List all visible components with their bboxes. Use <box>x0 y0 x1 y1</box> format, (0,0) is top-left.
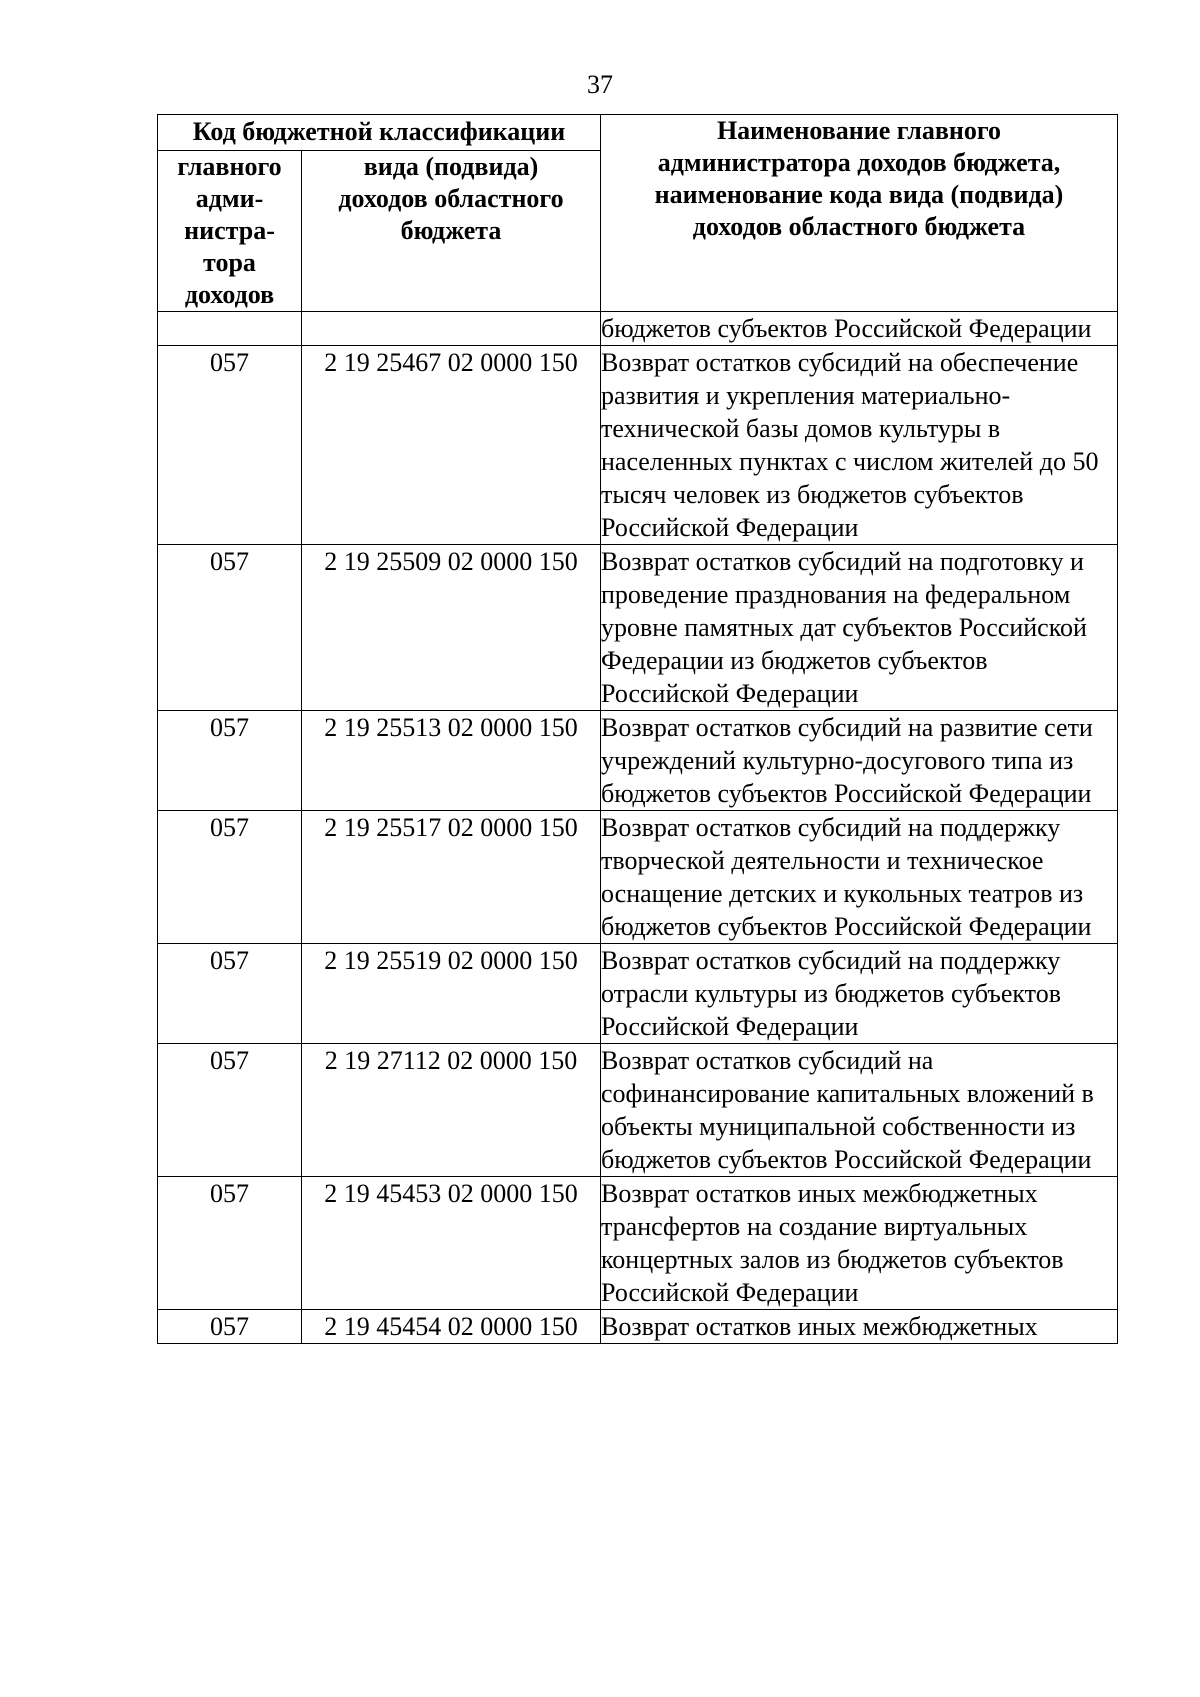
income-code-cell: 2 19 25513 02 0000 150 <box>302 711 601 811</box>
table-row <box>158 545 1118 711</box>
description-cell: Возврат остатков иных межбюджетных трансфертов на создание виртуальных концертных залов из бюджетов субъектов Российской Федерации <box>601 1177 1118 1310</box>
description-cell: Возврат остатков субсидий на поддержку творческой деятельности и техническое оснащение детских и кукольных театров из бюджетов субъектов Российской Федерации <box>601 811 1118 944</box>
description-cell: Возврат остатков иных межбюджетных <box>601 1310 1118 1344</box>
description-cell: бюджетов субъектов Российской Федерации <box>601 312 1118 346</box>
page-number: 37 <box>587 70 613 99</box>
header-code-line: вида (подвида) <box>363 152 539 181</box>
admin-code-cell: 057 <box>158 1310 302 1344</box>
table-body <box>158 312 1118 1344</box>
budget-classification-table <box>157 114 1118 1344</box>
table-row <box>158 944 1118 1044</box>
header-group-budget-classification-code: Код бюджетной классификации <box>158 115 601 151</box>
admin-code-cell: 057 <box>158 944 302 1044</box>
admin-code-cell: 057 <box>158 346 302 545</box>
income-code-cell <box>302 312 601 346</box>
admin-code-cell: 057 <box>158 545 302 711</box>
description-cell: Возврат остатков субсидий на развитие сети учреждений культурно-досугового типа из бюджетов субъектов Российской Федерации <box>601 711 1118 811</box>
table-row <box>158 1044 1118 1177</box>
table-row <box>158 811 1118 944</box>
table-row <box>158 711 1118 811</box>
admin-code-cell: 057 <box>158 811 302 944</box>
income-code-cell: 2 19 45453 02 0000 150 <box>302 1177 601 1310</box>
income-code-cell: 2 19 25519 02 0000 150 <box>302 944 601 1044</box>
header-admin-line: нистра- <box>184 216 275 245</box>
header-name-line: наименование кода вида (подвида) <box>654 180 1064 209</box>
income-code-cell: 2 19 27112 02 0000 150 <box>302 1044 601 1177</box>
description-cell: Возврат остатков субсидий на подготовку и проведение празднования на федеральном уровне памятных дат субъектов Российской Федерации из бюджетов субъектов Российской Федерации <box>601 545 1118 711</box>
description-cell: Возврат остатков субсидий на обеспечение развития и укрепления материально-технической базы домов культуры в населенных пунктах с числом жителей до 50 тысяч человек из бюджетов субъектов Российской Федерации <box>601 346 1118 545</box>
table-row <box>158 1177 1118 1310</box>
admin-code-cell: 057 <box>158 1177 302 1310</box>
table-header <box>158 115 1118 312</box>
income-code-cell: 2 19 25467 02 0000 150 <box>302 346 601 545</box>
header-code-column <box>302 151 601 312</box>
admin-code-cell: 057 <box>158 711 302 811</box>
header-name-column <box>601 115 1118 312</box>
description-cell: Возврат остатков субсидий на поддержку отрасли культуры из бюджетов субъектов Российской Федерации <box>601 944 1118 1044</box>
admin-code-cell <box>158 312 302 346</box>
description-cell: Возврат остатков субсидий на софинансирование капитальных вложений в объекты муниципальной собственности из бюджетов субъектов Российской Федерации <box>601 1044 1118 1177</box>
header-code-line: бюджета <box>400 216 502 245</box>
income-code-cell: 2 19 25509 02 0000 150 <box>302 545 601 711</box>
header-admin-line: тора <box>203 248 256 277</box>
table-row <box>158 346 1118 545</box>
header-admin-line: доходов <box>184 280 275 309</box>
header-admin-line: главного <box>177 152 282 181</box>
header-name-line: администратора доходов бюджета, <box>657 148 1061 177</box>
header-name-line: доходов областного бюджета <box>692 212 1026 241</box>
header-admin-column <box>158 151 302 312</box>
admin-code-cell: 057 <box>158 1044 302 1177</box>
income-code-cell: 2 19 45454 02 0000 150 <box>302 1310 601 1344</box>
table-row <box>158 312 1118 346</box>
header-code-line: доходов областного <box>338 184 564 213</box>
header-name-line: Наименование главного <box>716 116 1002 145</box>
table-row <box>158 1310 1118 1344</box>
income-code-cell: 2 19 25517 02 0000 150 <box>302 811 601 944</box>
header-admin-line: адми- <box>195 184 264 213</box>
